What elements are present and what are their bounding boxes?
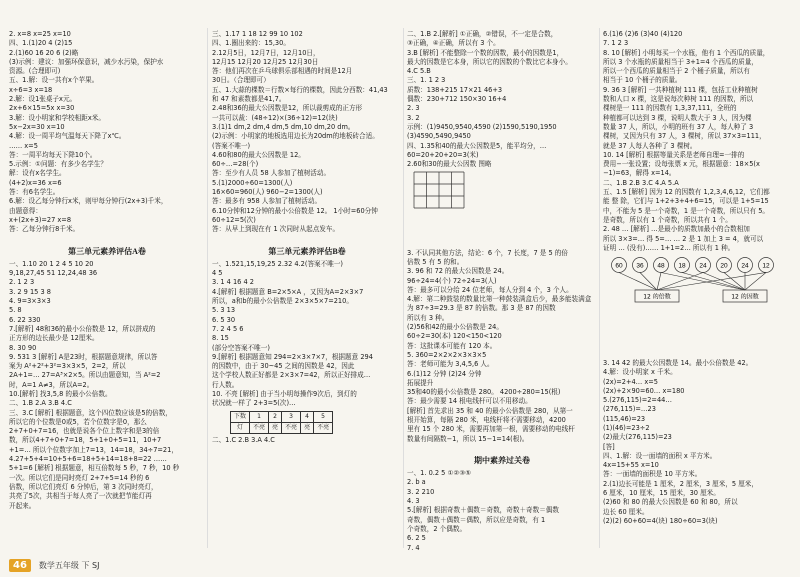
answer-line: 60=20+20+20=3(米)	[407, 150, 479, 159]
answer-line: 二、1.B 2.B 3.C 4.A 5.A	[603, 178, 679, 187]
answer-line: 最大的因数是它本身，所以它的因数的个数比它本身小。	[407, 57, 572, 66]
answer-line: 4.解：设小明家 x 千米。	[603, 368, 677, 377]
answer-line: 9,18,27,45 51 12,24,48 36	[9, 269, 98, 278]
light-status-table	[230, 411, 333, 434]
answer-line: (4+2)x=36 x=6	[9, 178, 62, 187]
answer-line: 30日。（合理即可）	[212, 76, 270, 85]
answer-line: (2)最大(276,115)=23	[603, 433, 672, 442]
answer-line: 4.60和80的最大公因数是 12。	[212, 150, 305, 159]
answer-line: 6. 5 30	[212, 315, 236, 324]
answer-line: 答：至少有人员 58 人参加了植树活动。	[212, 169, 331, 178]
answer-line: ③正确，④正确，所以有 3 个。	[407, 39, 500, 48]
answer-line: (2x)=2+4… x=5	[603, 377, 658, 386]
circle-label: 36	[636, 262, 644, 270]
answer-line: 8. 10 [解析] 小明每买一个水瓶，他有 1 个西瓜的质量，	[603, 48, 770, 57]
answer-line: 7. 4	[407, 543, 420, 552]
grid-figure	[413, 171, 597, 209]
answer-line: 4. 3	[407, 497, 420, 506]
table-cell: 2	[269, 411, 282, 422]
answer-line: 中，不能为 5 是一个奇数，1 是一个奇数，所以只有 5。	[603, 206, 770, 215]
answer-line: 所以 3×3=… 得 5=… … 2 是 1 加上 3 = 4，就可以	[603, 234, 764, 243]
answer-line: 答：这批课本可能有 120 本。	[407, 341, 497, 350]
answer-line: …… x=5	[9, 141, 38, 150]
answer-line: 3. 不认同其他方法，结论：6 个，7 长度，7 是 5 的倍	[407, 248, 568, 257]
table-cell: 亮	[301, 422, 314, 433]
table-cell: 3	[282, 411, 301, 422]
answer-line: 边长 60 厘米。	[603, 507, 649, 516]
answer-line: 示例：(1)9450,9540,4590 (2)1590,5190,1950	[407, 122, 557, 131]
answer-line: 数，所以4+7+0+7=18，5+1+0+5=11，10+7	[9, 436, 162, 445]
answer-line: 3. 2	[407, 113, 420, 122]
answer-line: 16×60=960(人) 960−2=1300(人)	[212, 188, 323, 197]
column-4	[603, 30, 793, 526]
section-heading: 第三单元素养评估B卷	[268, 246, 346, 256]
answer-line: 7. 1 2 3	[603, 39, 629, 48]
answer-line: 4.[解析] 根据题意 B=2×5×A ，又因为A=2×3×7	[212, 287, 364, 296]
circle-label: 48	[657, 262, 665, 270]
answer-line: 所以它的个位数是0或5，若个位数字是0，那么	[9, 417, 147, 426]
answer-line: 9.[解析] 根据题意知 294=2×3×7×7，根据题意 294	[212, 352, 373, 361]
answer-line: 3. 96 和 72 的最大公因数是 24。	[407, 267, 509, 276]
answer-line: 6.10分钟和12分钟的最小公倍数是 12。 1小时=60分钟	[212, 206, 378, 215]
answer-line	[603, 340, 793, 349]
answer-line: 拓展提升	[407, 378, 434, 387]
answer-line: 2.(1)边长可能是 1 厘米，2 厘米，3 厘米，5 厘米，	[603, 479, 758, 488]
answer-line: 9. 531 3 [解析] A是23时，根据题意规律，所以答	[9, 352, 158, 361]
answer-line: 数和人口 x 棵，这是说每次种树 111 的因数，所以	[603, 95, 754, 104]
answer-line: 答：一面墙的面积是 10 平方米。	[603, 470, 702, 479]
answer-line	[407, 239, 597, 248]
answer-line: 60÷2=30(本) 120<150<120	[407, 332, 502, 341]
answer-line: (3)4590,5490,9450	[407, 132, 471, 141]
answer-line	[9, 235, 205, 244]
answer-line: 12月15 12月20 12月25 12月30日	[212, 57, 319, 66]
answer-line: 四、1.圈出来的：15,30。	[212, 39, 290, 48]
column-3	[407, 30, 597, 553]
answer-line: 10. 不亮 [解析] 由于当小明每操作9次后，到灯的	[212, 389, 357, 398]
answer-line: 3. 2 9 15 3 8	[9, 287, 51, 296]
answer-line: 这个学校人数正好都是 2×3×7=42，所以正好排成…	[212, 371, 371, 380]
answer-line: 所以 3 个水瓶的质量相当于 3+1=4 个西瓜的质量，	[603, 57, 758, 66]
answer-line: 就是 37 人每人各种了 3 棵树。	[603, 141, 697, 150]
answer-line: 2.48和36的最大公因数是12，所以裁剪成的正方形	[212, 104, 363, 113]
answer-line: 五、1.5 [解析] 因为 12 的因数有 1,2,3,4,6,12，它们都	[603, 188, 770, 197]
answer-line	[407, 211, 597, 220]
answer-line: 5x−2x=30 x=10	[9, 122, 65, 131]
answer-line: 8. 15	[212, 334, 229, 343]
table-cell: 下数	[231, 411, 250, 422]
answer-line: (115,46)=23	[603, 414, 646, 423]
answer-line: 3.(1)1 dm,2 dm,4 dm,5 dm,10 dm,20 dm。	[212, 122, 355, 131]
answer-line	[603, 312, 793, 321]
answer-line: 4.27+5+4=10+5+6=18+5+14=18+8=22 ……	[9, 455, 167, 464]
column-1	[9, 30, 205, 511]
answer-line: 2+7+0+7=16，也就是说各个位上数字和是3的倍	[9, 427, 160, 436]
answer-line: 正方形的边长最少是 12厘米。	[9, 334, 99, 343]
answer-line: 的因数中，由于 30~45 之间的因数是 42，因此	[212, 362, 355, 371]
answer-line: 7. 2 4 5 6	[212, 324, 244, 333]
answer-line: (3)示例：建议：加强环保意识，减少水污染，保护水	[9, 57, 164, 66]
book-title: 数学五年级 下 SJ	[38, 560, 100, 570]
answer-line: 2x+6×15=5x x=30	[9, 104, 75, 113]
svg-text:12 的因数: 12 的因数	[731, 293, 759, 301]
answer-line: 60÷…=28(个)	[212, 160, 259, 169]
answer-line: 所以一个西瓜的质量相当于 2 个桶子质量，所以有	[603, 67, 750, 76]
answer-line: −1)=63，解得 x=14。	[603, 169, 676, 178]
circle-label: 60	[615, 262, 623, 270]
answer-line: 7.[解析] 48和36的最小公倍数是 12，所以拼成的	[9, 324, 156, 333]
answer-line: 2. 3	[407, 104, 420, 113]
answer-line: 五、1.解：设一共有x个苹果。	[9, 76, 99, 85]
section-heading: 第三单元素养评估A卷	[68, 246, 146, 256]
answer-line: 5.[解析] 根据奇数＋偶数＝奇数，奇数＋奇数＝偶数	[407, 506, 559, 515]
answer-line: 行人数。	[212, 380, 239, 389]
answer-line: 答：老师可能为 3,4,5,6 人。	[407, 360, 494, 369]
answer-line: 6.解：设乙每分钟行x米，则甲每分钟行(2x+3)千米，	[9, 197, 168, 206]
answer-line: 相当于 10 个桶子的质量。	[603, 76, 682, 85]
answer-line: 四、1.(1)20 4 (2)15	[9, 39, 73, 48]
answer-line: 5.示例：①问题：有多少名学生？	[9, 160, 107, 169]
answer-line: 二、1.C 2.B 3.A 4.C	[212, 435, 275, 444]
table-cell: 1	[250, 411, 269, 422]
answer-line: (部分空答案不唯一)	[212, 343, 270, 352]
answer-line: 60÷12=5(次)	[212, 215, 256, 224]
circle-label: 18	[678, 262, 686, 270]
answer-line: 里有 15 个 280 米，需要再加第一根，需要移动的电线杆	[407, 425, 575, 434]
answer-line: (答案不唯一)	[212, 141, 251, 150]
answer-line: 35和40的最小公倍数是 280。 4200÷280=15(根)	[407, 388, 561, 397]
column-2	[212, 30, 402, 445]
answer-line: 2. 1 2 3	[9, 278, 35, 287]
answer-line: 5.(276,115)=2=44…	[603, 396, 672, 405]
answer-line: 6.(1)6 (2)6 (3)40 (4)120	[603, 30, 683, 38]
answer-line: 三、1.17 1 18 12 99 10 102	[212, 30, 303, 38]
answer-line: 数量有间隔数−1，所以 15−1=14(根)。	[407, 434, 529, 443]
answer-line: 6. 22 330	[9, 315, 41, 324]
answer-line: (2)60 和 80 的最大公因数是 60 和 80，所以	[603, 498, 738, 507]
answer-line: 费用−一张设置；设每张票 x 元，根据题意：18×5(x	[603, 160, 760, 169]
answer-line: 3. 2 210	[407, 487, 435, 496]
answer-line: 证明 … (没有)…… 1+1=2… 所以有 1 种。	[603, 243, 735, 252]
answer-line: 偶数：230+712 150×30 16+4	[407, 95, 507, 104]
answer-line: 2A+1=… 27=A³×2×5。所以由题意知，当 A²=2	[9, 371, 161, 380]
answer-line: +1=… 所以个位数字加上7=13，14=18，34÷7=21，	[9, 445, 178, 454]
svg-text:12 的倍数: 12 的倍数	[643, 293, 671, 301]
circle-label: 20	[720, 262, 728, 270]
answer-line	[603, 322, 793, 331]
answer-line: 答：他们再次在乒乓球俱乐部相遇的时间是12月	[212, 67, 353, 76]
answer-line: 4x=15+55 x=10	[603, 461, 659, 470]
answer-line: 4.解：设一周平均气温每天下降了x℃。	[9, 132, 126, 141]
answer-line: 5. 8	[9, 306, 22, 315]
answer-line: 解：设有x名学生。	[9, 169, 66, 178]
answer-line: 一、1.521,15,19,25 2.32 4.2(答案不唯一)	[212, 259, 343, 268]
answer-line: x+(2x+3)=27 x=8	[9, 215, 72, 224]
page-footer	[9, 557, 99, 573]
answer-line: 答：乙每分钟行8千米。	[9, 225, 80, 234]
answer-line: 共亮了5次，共相当于每人亮了一次就把节能灯再	[9, 492, 152, 501]
table-cell: 不亮	[314, 422, 333, 433]
answer-line: 棵树是一 111 的因数有 1,3,37,111，全班的	[603, 104, 737, 113]
answer-line: 4 5	[212, 269, 223, 278]
answer-line: 3.解：设小明家和学校相距x米。	[9, 113, 105, 122]
answer-line: 由题意得：	[9, 206, 42, 215]
answer-line: 二、1.B 2.A 3.B 4.C	[9, 399, 72, 408]
answer-line: 5+1=6 [解析] 根据题意，相互倍数每 5 秒，7 秒，10 秒	[9, 464, 180, 473]
answer-line: 答：有6名学生。	[9, 188, 60, 197]
answer-line	[212, 235, 402, 244]
answer-line: 一共可以裁：(48÷12)×(36÷12)=12(块)	[212, 113, 338, 122]
answer-line	[603, 350, 793, 359]
answer-line: 根开始算，每隔 280 米，电线杆将不需要移动，4200	[407, 415, 566, 424]
answer-line: 能 整 除，它们与 1+2+3+4+6=15，可以是 1+5=15	[603, 197, 769, 206]
answer-line: 5. 360=2×2×2×3×3×5	[407, 350, 487, 359]
answer-line: 3. 1 4 16 4 2	[212, 278, 254, 287]
answer-line: 为 87÷3=29.3 是 87 的倍数。那 3 是 87 的因数	[407, 304, 556, 313]
answer-line: 5. 3 13	[212, 306, 236, 315]
answer-line: 倍数，所以它们亮灯 6 分钟后，第 3 次同时亮灯，	[9, 482, 158, 491]
answer-line: (2x)+2×90=60… x=180	[603, 386, 685, 395]
answer-line: 案为 A²+2²+3²=3×3×5，2=2，所以	[9, 362, 126, 371]
answer-line: 状况就一样了 2+3=5(次)…	[212, 399, 296, 408]
answer-line	[407, 221, 597, 230]
answer-line	[407, 230, 597, 239]
answer-line: 一、1.10 20 1 2 4 5 10 20	[9, 259, 94, 268]
answer-line: 3.B [解析] 不能整除一个数的因数，最小的因数是1，	[407, 48, 564, 57]
answer-line: 答：最多可以分给 24 位老师，每人分到 4 个，3 个人。	[407, 285, 573, 294]
answer-line: (2)(2) 60+60=4(块) 180÷60=3(块)	[603, 516, 718, 525]
answer-line: 质数：138+215 17×21 46+3	[407, 85, 503, 94]
answer-line: 是奇数，所以有 1 个奇数，所以共有 1 个。	[603, 215, 732, 224]
answer-line: 二、1.B 2.[解析] ①正确，②错误，不一定是合数，	[407, 30, 558, 38]
answer-line: 2.(1)60 16 20 6 (2)略	[9, 48, 79, 57]
section-heading: 期中素养过关卷	[474, 456, 530, 466]
answer-line: 答：从早上到现在有 1 次同时从起点发车。	[212, 225, 340, 234]
answer-line: [答]	[603, 442, 615, 451]
answer-line: 2.12月5日，12月7日，12月10日，	[212, 48, 320, 57]
answer-line: 五、1.大蒜的棵数＝行数×每行的棵数，因此分西数：41,43	[212, 85, 388, 94]
answer-line: 所以，a和b的最小公倍数是 2×3×5×7=210。	[212, 297, 353, 306]
answer-line: (276,115)=…23	[603, 405, 656, 414]
table-cell: 不亮	[250, 422, 269, 433]
answer-line: 一、1. 0.2 5 ①②③⑤	[407, 469, 472, 478]
answer-line: 答：最多有 958 人参加了植树活动。	[212, 197, 322, 206]
answer-line: 2. 48 … [解析] …是最小的质数加最小的合数相加	[603, 225, 750, 234]
answer-line: 2.解：设1张桌子x元。	[9, 95, 77, 104]
circle-label: 12	[762, 262, 770, 270]
answer-line: 数量 37 人，所以，小明的班有 37 人，每人种了 3	[603, 122, 754, 131]
table-cell: 5	[314, 411, 333, 422]
column-divider	[207, 28, 208, 548]
table-cell: 亮	[269, 422, 282, 433]
answer-line: 棵树，又因为只有 37 人，3 棵树，所以 37×3=111，	[603, 132, 766, 141]
answer-line: 8. 30 90	[9, 343, 37, 352]
answer-line: 2. b a	[407, 478, 426, 487]
answer-line: 4.C 5.B	[407, 67, 431, 76]
answer-line: 4. 9=3×3×3	[9, 297, 51, 306]
answer-line: 96÷24=4(个) 72÷24=3(人)	[407, 276, 497, 285]
answer-line	[407, 444, 597, 453]
answer-line: 和 47 和素数都是41,7。	[212, 95, 286, 104]
number-link-diagram	[607, 256, 793, 309]
answer-line: 答：一周平均每天下降10个。	[9, 150, 97, 159]
answer-line: x÷6=3 x=18	[9, 85, 53, 94]
answer-line: 时，A=1 A≠3，所以A=2。	[9, 380, 94, 389]
answer-line: [解析] 首先求出 35 和 40 的最小公倍数是 280，从第一	[407, 406, 573, 415]
answer-line: 一次。所以它们是同时亮灯 2+7+5=14 秒的 6	[9, 473, 150, 482]
circle-label: 24	[699, 262, 707, 270]
answer-line: 4.解：第二种鼓装的数量比第一种鼓装满盒后少，最多能装满盒	[407, 295, 592, 304]
answer-line: 四、1.35和40的最大公因数是5，能平均分，…	[407, 141, 547, 150]
answer-line: 资源。(合理即可)	[9, 67, 61, 76]
answer-line: 2.60和30的最大公因数 图略	[407, 160, 492, 169]
circle-label: 24	[741, 262, 749, 270]
answer-line: (2)示例：小明家的地板选用边长为20dm的地板砖合适。	[212, 132, 379, 141]
answer-line: 3. 14 42 的最大公因数是 14。最小公倍数是 42。	[603, 358, 753, 367]
table-cell: 不亮	[282, 422, 301, 433]
answer-line: 5.(1)2000÷60=1300(人)	[212, 178, 293, 187]
answer-line: (2)56和42的最小公倍数是 24。	[407, 323, 503, 332]
column-divider	[403, 28, 404, 548]
answer-line: 奇数，偶数＋偶数＝偶数，所以应是奇数，有 1	[407, 515, 546, 524]
column-divider	[599, 28, 600, 548]
answer-line: 个奇数，2 个偶数。	[407, 524, 467, 533]
answer-line: 三、3.C [解析] 根据题意，这个四位数应该是5的倍数，	[9, 408, 172, 417]
answer-line: 2. x=8 x=25 x=10	[9, 30, 71, 38]
answer-line: 所以有 3 种。	[407, 313, 449, 322]
answer-line: 10. 14 [解析] 根据等量关系是老师自理=一排的	[603, 150, 745, 159]
answer-line: 答：最少需要 14 根电线杆可以不用移动。	[407, 397, 532, 406]
table-cell: 4	[301, 411, 314, 422]
answer-line: 6.(1)12 分钟 (2)24 分钟	[407, 369, 482, 378]
answer-line: 倍数 5 有 5 的和。	[407, 257, 464, 266]
page-number: 46	[9, 559, 31, 572]
answer-line: 10.[解析] 找3,5,8 的最小公倍数。	[9, 389, 112, 398]
answer-line: 种植都可以达到 3 棵，说明人数大于 3 人，因为棵	[603, 113, 752, 122]
answer-line: (1)(46)=23÷2	[603, 423, 650, 432]
answer-line: 三、1. 1 2 3	[407, 76, 446, 85]
answer-line: 开起来。	[9, 501, 36, 510]
table-cell: 灯	[231, 422, 250, 433]
answer-line: 6 厘米，10 厘米，15 厘米，30 厘米。	[603, 489, 720, 498]
answer-line	[603, 331, 793, 340]
answer-line: 6. 2 5	[407, 534, 426, 543]
answer-line: 四、1.解：设一面墙的面积 x 平方米。	[603, 451, 717, 460]
answer-line: 9. 36 3 [解析] 一共种植树 111 棵，包括工业种植树	[603, 85, 758, 94]
